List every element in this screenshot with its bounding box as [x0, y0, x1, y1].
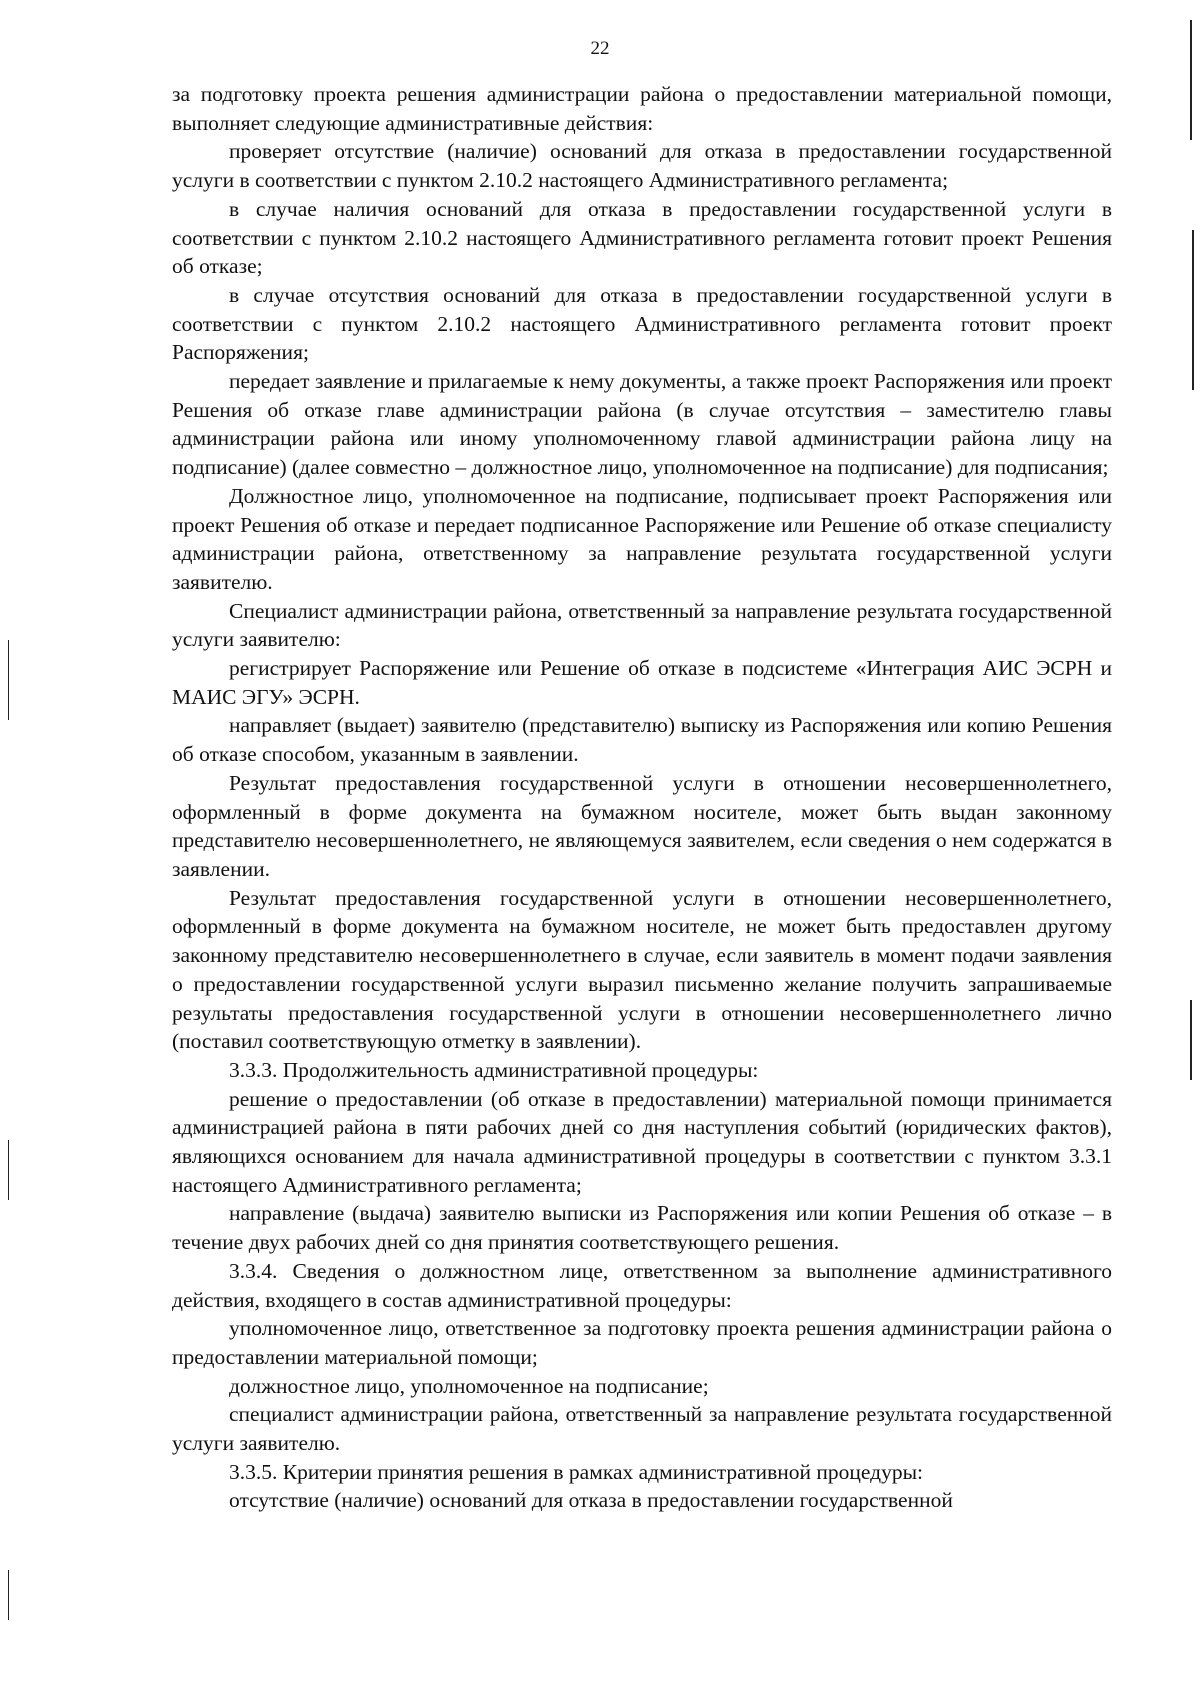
scan-edge-right-mid: [1192, 230, 1194, 390]
paragraph-4: в случае отсутствия оснований для отказа в предоставлении государственной услуги в соответствии с пунктом 2.10.2 настоящего Административного регламента готовит проект Распоряжения;: [172, 282, 1112, 365]
paragraph-6: Должностное лицо, уполномоченное на подписание, подписывает проект Распоряжения или проект Решения об отказе и передает подписанное Распоряжение или Решение об отказе специалисту администрации района, ответственному за направление результата государственной услуги заявителю.: [172, 483, 1112, 594]
page-number: 22: [590, 38, 610, 59]
scan-edge-right-low: [1190, 1000, 1192, 1080]
paragraph-10: Результат предоставления государственной услуги в отношении несовершеннолетнего, оформленный в форме документа на бумажном носителе, может быть выдан законному представителю несовершеннолетнего, не являющемуся заявителем, если сведения о нем содержатся в заявлении.: [172, 770, 1112, 881]
paragraph-17: должностное лицо, уполномоченное на подписание;: [229, 1373, 709, 1398]
scan-edge-left-2: [8, 1140, 9, 1200]
scan-edge-right-top: [1190, 20, 1192, 140]
paragraph-2: проверяет отсутствие (наличие) оснований для отказа в предоставлении государственной услуги в соответствии с пунктом 2.10.2 настоящего Административного регламента;: [172, 139, 1112, 193]
paragraph-5: передает заявление и прилагаемые к нему документы, а также проект Распоряжения или проект Решения об отказе главе администрации района (в случае отсутствия – заместителю главы администрации района или иному уполномоченному главой администрации района лицу на подписание) (далее совместно – должностное лицо, уполномоченное на подписание) для подписания;: [172, 369, 1112, 480]
paragraph-8: регистрирует Распоряжение или Решение об отказе в подсистеме «Интеграция АИС ЭСРН и МАИС ЭГУ» ЭСРН.: [172, 656, 1112, 709]
section-heading-3-3-5: 3.3.5. Критерии принятия решения в рамках административной процедуры:: [229, 1459, 923, 1484]
paragraph-14: направление (выдача) заявителю выписки из Распоряжения или копии Решения об отказе – в течение двух рабочих дней со дня принятия соответствующего решения.: [172, 1201, 1112, 1255]
section-heading-3-3-3: 3.3.3. Продолжительность административной процедуры:: [229, 1057, 759, 1082]
paragraph-20: отсутствие (наличие) оснований для отказа в предоставлении государственной: [229, 1488, 953, 1513]
paragraph-13: решение о предоставлении (об отказе в предоставлении) материальной помощи принимается администрацией района в пяти рабочих дней со дня наступления событий (юридических фактов), являющихся основанием для начала административной процедуры в соответствии с пунктом 3.3.1 настоящего Административного регламента;: [172, 1086, 1112, 1197]
paragraph-7: Специалист администрации района, ответственный за направление результата государственной услуги заявителю:: [172, 598, 1112, 652]
paragraph-18: специалист администрации района, ответственный за направление результата государственной услуги заявителю.: [172, 1402, 1112, 1456]
scan-edge-left-1: [8, 640, 9, 720]
paragraph-11: Результат предоставления государственной услуги в отношении несовершеннолетнего, оформленный в форме документа на бумажном носителе, не может быть предоставлен другому законному представителю несовершеннолетнего в случае, если заявитель в момент подачи заявления о предоставлении государственной услуги выразил письменно желание получить запрашиваемые результаты предоставления государственной услуги в отношении несовершеннолетнего лично (поставил соответствующую отметку в заявлении).: [172, 885, 1112, 1054]
scan-edge-left-3: [8, 1570, 9, 1620]
section-heading-3-3-4: 3.3.4. Сведения о должностном лице, ответственном за выполнение административного действия, входящего в состав административной процедуры:: [172, 1258, 1112, 1312]
document-body: [172, 80, 1112, 1515]
paragraph-1: за подготовку проекта решения администрации района о предоставлении материальной помощи, выполняет следующие административные действия:: [172, 82, 1112, 135]
paragraph-16: уполномоченное лицо, ответственное за подготовку проекта решения администрации района о предоставлении материальной помощи;: [172, 1316, 1112, 1369]
paragraph-9: направляет (выдает) заявителю (представителю) выписку из Распоряжения или копию Решения об отказе способом, указанным в заявлении.: [172, 713, 1112, 767]
paragraph-3: в случае наличия оснований для отказа в предоставлении государственной услуги в соответствии с пунктом 2.10.2 настоящего Административного регламента готовит проект Решения об отказе;: [172, 196, 1112, 279]
